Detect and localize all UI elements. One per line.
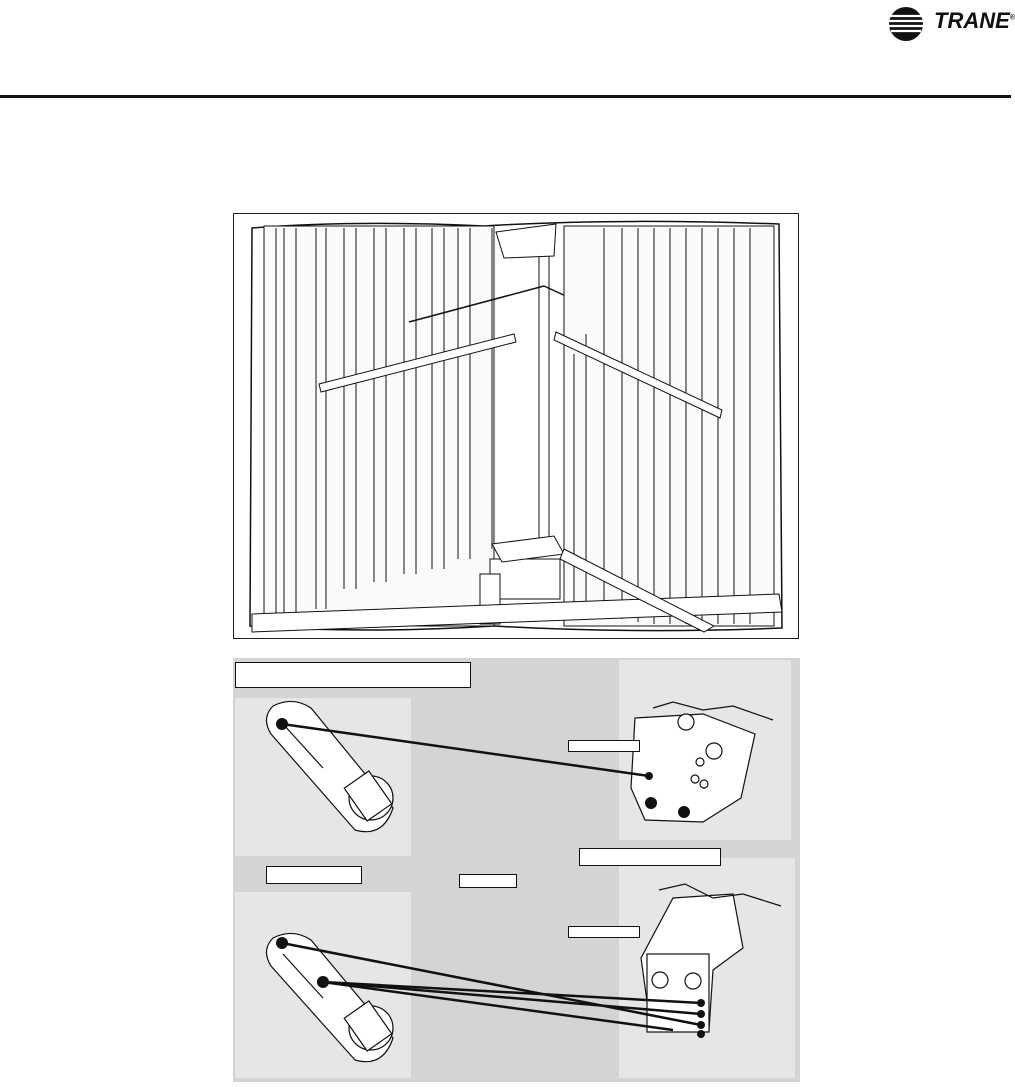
callout-lower-bracket: [568, 926, 640, 938]
callout-upper-bracket: [568, 740, 640, 752]
callout-middle-right: [579, 848, 721, 866]
callout-title: [235, 662, 471, 688]
linkage-detail-figure: [233, 658, 800, 1082]
header-rule: [0, 95, 1011, 98]
brand-name: TRANE®: [934, 8, 1015, 33]
damper-assembly-figure: [233, 213, 799, 639]
callout-left-arm: [266, 866, 362, 884]
callout-center: [459, 874, 517, 888]
damper-assembly-drawing: [234, 214, 798, 638]
